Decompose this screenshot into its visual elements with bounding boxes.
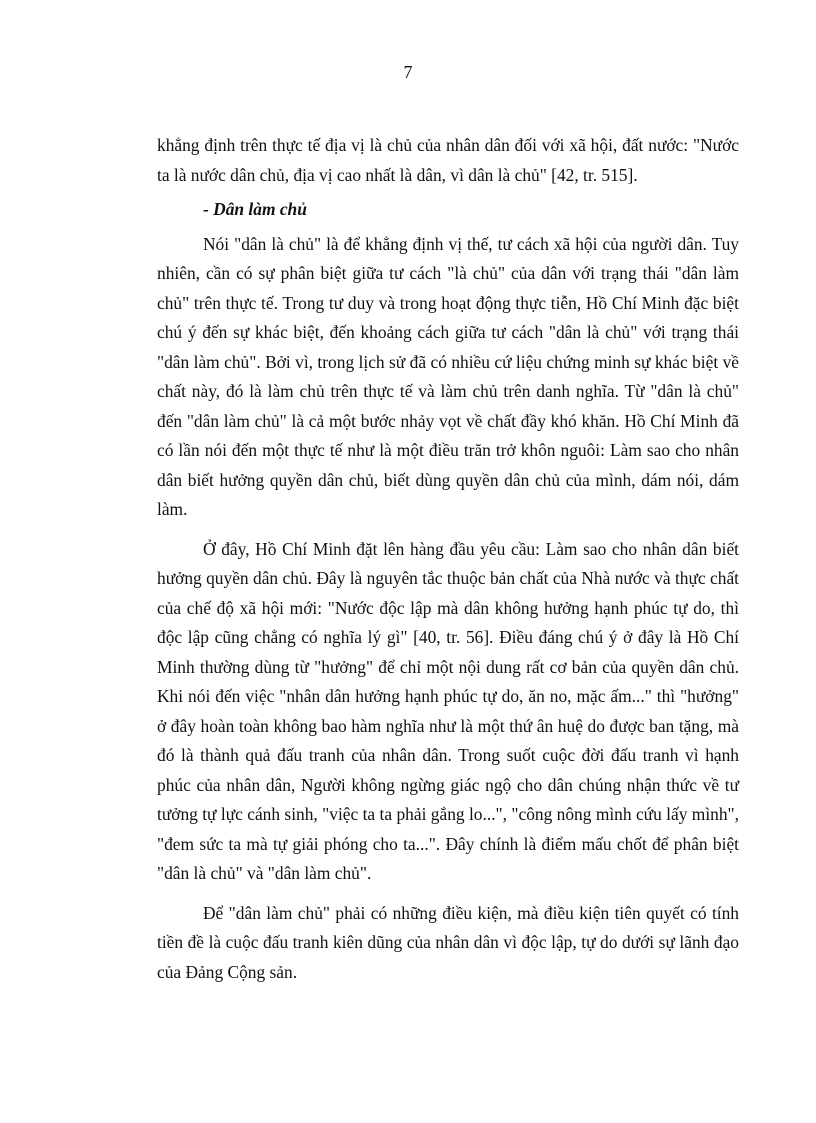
body-paragraph-2: Ở đây, Hồ Chí Minh đặt lên hàng đầu yêu cầu: Làm sao cho nhân dân biết hưởng quyền dân chủ. Đây là nguyên tắc thuộc bản chất của Nhà nước và thực chất của chế độ xã hội mới: "Nước độc lập mà dân không hưởng hạnh phúc tự do, thì độc lập cũng chẳng có nghĩa lý gì" [40, tr. 56]. Điều đáng chú ý ở đây là Hồ Chí Minh thường dùng từ "hưởng" để chỉ một nội dung rất cơ bản của quyền dân chủ. Khi nói đến việc "nhân dân hưởng hạnh phúc tự do, ăn no, mặc ấm..." thì "hưởng" ở đây hoàn toàn không bao hàm nghĩa như là một thứ ân huệ do được ban tặng, mà đó là thành quả đấu tranh của nhân dân. Trong suốt cuộc đời đấu tranh vì hạnh phúc của nhân dân, Người không ngừng giác ngộ cho dân chúng nhận thức về tư tưởng tự lực cánh sinh, "việc ta ta phải gắng lo...", "công nông mình cứu lấy mình", "đem sức ta mà tự giải phóng cho ta...". Đây chính là điểm mấu chốt để phân biệt "dân là chủ" và "dân làm chủ". (157, 538, 739, 883)
body-paragraph-3: Để "dân làm chủ" phải có những điều kiện, mà điều kiện tiên quyết có tính tiền đề là cuộc đấu tranh kiên dũng của nhân dân vì độc lập, tự do dưới sự lãnh đạo của Đảng Cộng sản. (157, 902, 739, 982)
document-body (157, 131, 739, 987)
page-number: 7 (403, 62, 413, 82)
body-paragraph-1: Nói "dân là chủ" là để khẳng định vị thế, tư cách xã hội của người dân. Tuy nhiên, cần có sự phân biệt giữa tư cách "là chủ" của dân với trạng thái "dân làm chủ" trên thực tế. Trong tư duy và trong hoạt động thực tiễn, Hồ Chí Minh đặc biệt chú ý đến sự khác biệt, đến khoảng cách giữa tư cách "dân là chủ" với trạng thái "dân làm chủ". Bởi vì, trong lịch sử đã có nhiều cứ liệu chứng minh sự khác biệt về chất này, đó là làm chủ trên thực tế và làm chủ trên danh nghĩa. Từ "dân là chủ" đến "dân làm chủ" là cả một bước nhảy vọt về chất đầy khó khăn. Hồ Chí Minh đã có lần nói đến một thực tế như là một điều trăn trở khôn nguôi: Làm sao cho nhân dân biết hưởng quyền dân chủ, biết dùng quyền dân chủ của mình, dám nói, dám làm. (157, 233, 739, 519)
section-heading: - Dân làm chủ (203, 199, 307, 219)
intro-paragraph: khẳng định trên thực tế địa vị là chủ của nhân dân đối với xã hội, đất nước: "Nước ta là nước dân chủ, địa vị cao nhất là dân, vì dân là chủ" [42, tr. 515]. (157, 135, 739, 185)
